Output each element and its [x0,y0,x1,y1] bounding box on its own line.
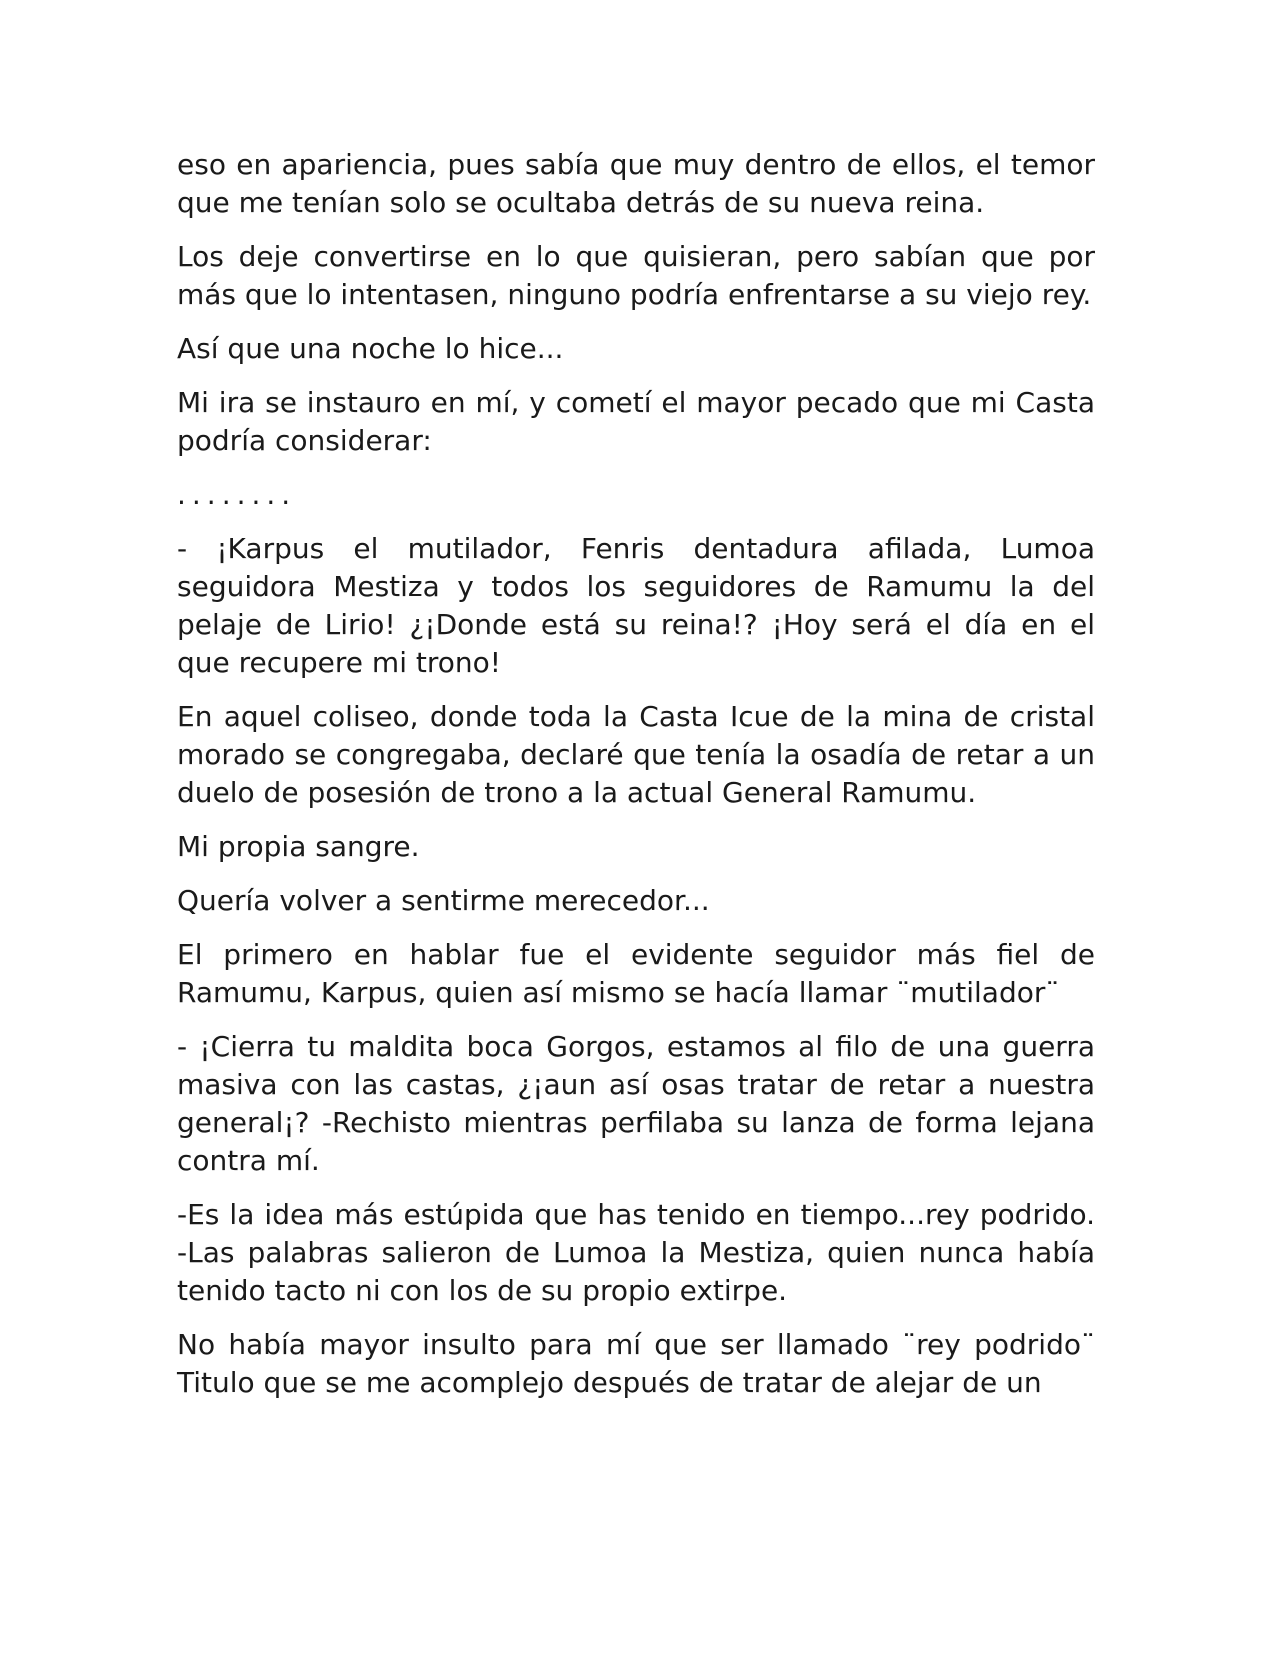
paragraph: Quería volver a sentirme merecedor... [177,884,710,917]
paragraph: Los deje convertirse en lo que quisieran, pero sabían que por más que lo intentasen, ninguno podría enfrentarse a su viejo rey. [177,240,1095,311]
paragraph: Mi propia sangre. [177,830,420,863]
paragraph: -Es la idea más estúpida que has tenido en tiempo...rey podrido. -Las palabras salieron de Lumoa la Mestiza, quien nunca había tenido tacto ni con los de su propio extirpe. [177,1198,1095,1307]
paragraph: - ¡Cierra tu maldita boca Gorgos, estamos al filo de una guerra masiva con las castas, ¿¡aun así osas tratar de retar a nuestra general¡? -Rechisto mientras perfilaba su lanza de forma lejana contra mí. [177,1030,1095,1177]
paragraph: En aquel coliseo, donde toda la Casta Icue de la mina de cristal morado se congregaba, declaré que tenía la osadía de retar a un duelo de posesión de trono a la actual General Ramumu. [177,700,1095,809]
paragraph: No había mayor insulto para mí que ser llamado ¨rey podrido¨ Titulo que se me acomplejo después de tratar de alejar de un [177,1328,1095,1399]
paragraph: Así que una noche lo hice... [177,332,564,365]
scene-break-dots: ........ [177,478,297,511]
paragraph: - ¡Karpus el mutilador, Fenris dentadura afilada, Lumoa seguidora Mestiza y todos los seguidores de Ramumu la del pelaje de Lirio! ¿¡Donde está su reina!? ¡Hoy será el día en el que recupere mi trono! [177,532,1095,679]
paragraph: El primero en hablar fue el evidente seguidor más fiel de Ramumu, Karpus, quien así mismo se hacía llamar ¨mutilador¨ [177,938,1095,1009]
paragraph: eso en apariencia, pues sabía que muy dentro de ellos, el temor que me tenían solo se ocultaba detrás de su nueva reina. [177,148,1095,219]
paragraph: Mi ira se instauro en mí, y cometí el mayor pecado que mi Casta podría considerar: [177,386,1095,457]
body-text [177,146,1095,1418]
